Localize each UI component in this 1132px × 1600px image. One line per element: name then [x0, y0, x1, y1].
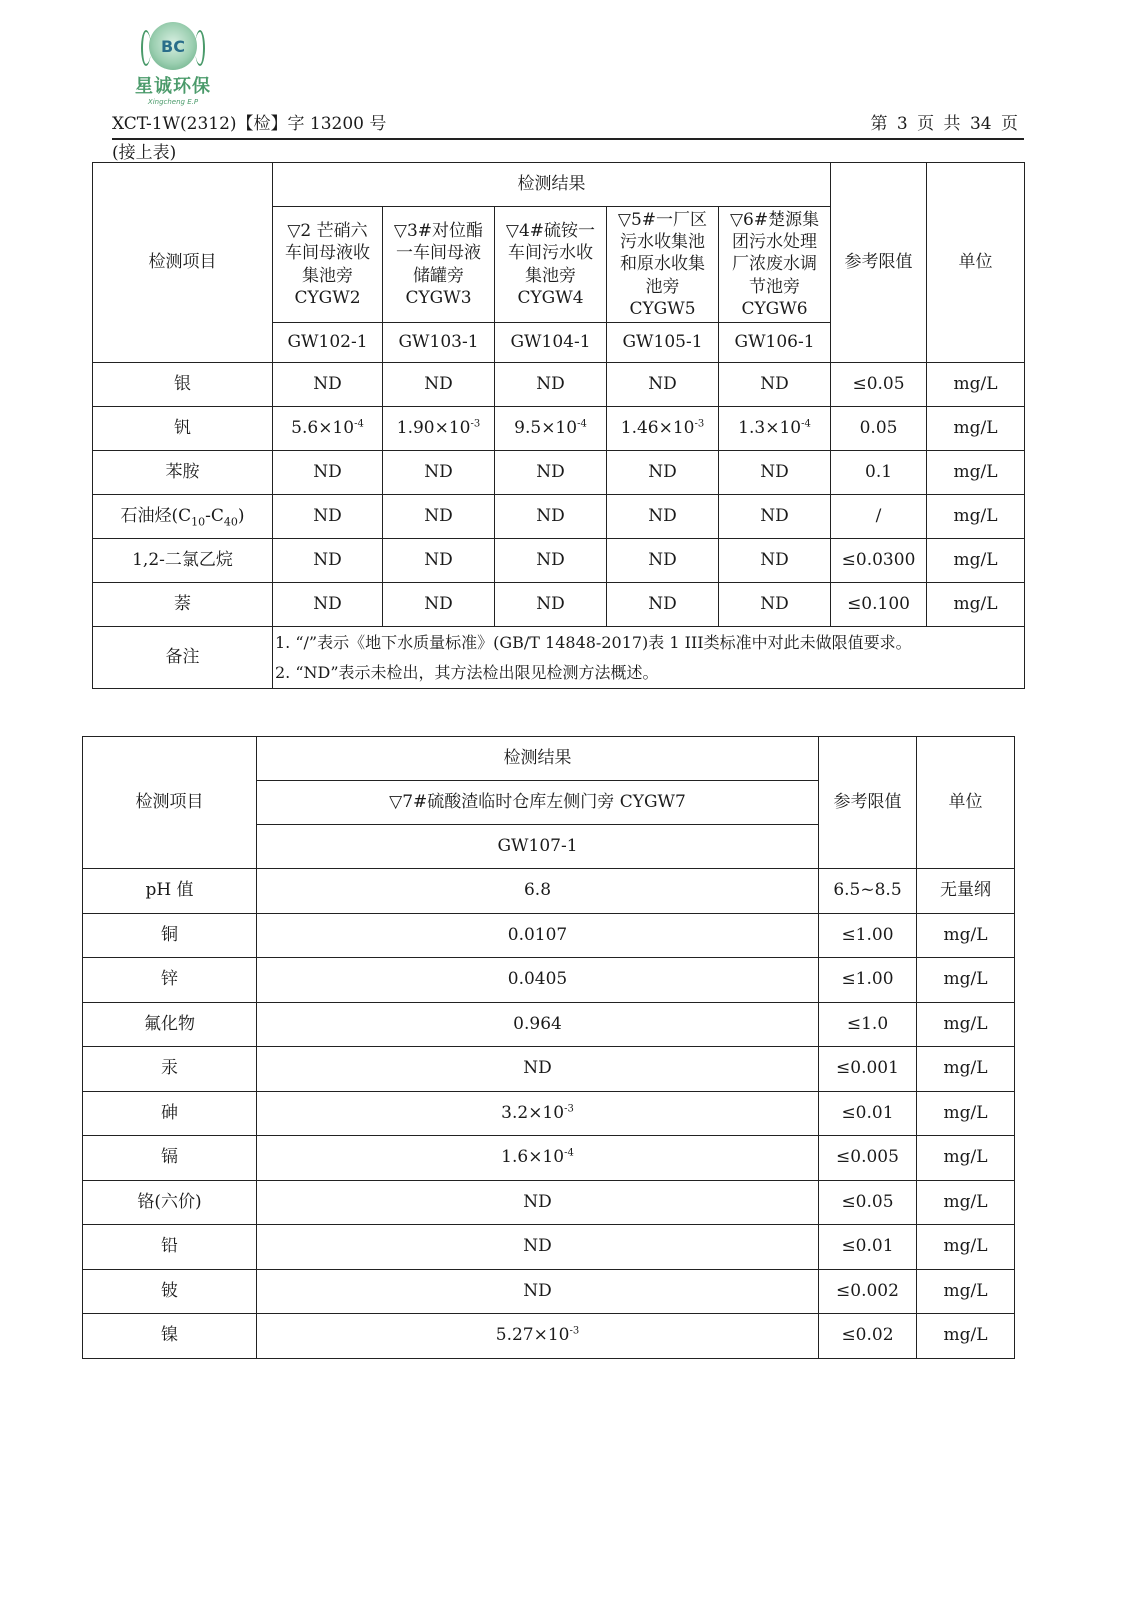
table-row — [93, 407, 1025, 451]
value-cell: ND — [273, 539, 383, 583]
unit-cell: mg/L — [917, 1225, 1015, 1270]
value-cell: ND — [273, 451, 383, 495]
table-row — [93, 583, 1025, 627]
table-row — [93, 495, 1025, 539]
value-cell: ND — [495, 363, 607, 407]
remark-text — [273, 627, 1025, 689]
item-cell: 砷 — [83, 1091, 257, 1136]
value-cell: ND — [383, 495, 495, 539]
value-cell: ND — [607, 363, 719, 407]
ref-cell: ≤0.02 — [819, 1314, 917, 1359]
unit-cell: mg/L — [917, 1047, 1015, 1092]
table-header-row — [83, 737, 1015, 781]
unit-cell: mg/L — [927, 407, 1025, 451]
sample-id: GW107-1 — [257, 825, 819, 869]
unit-cell: mg/L — [927, 451, 1025, 495]
result-header: 检测结果 — [257, 737, 819, 781]
company-logo — [118, 22, 228, 106]
value-cell: ND — [719, 451, 831, 495]
page-number: 第 3 页 共 34 页 — [870, 114, 1018, 134]
value-cell: ND — [607, 539, 719, 583]
ref-cell: ≤0.05 — [831, 363, 927, 407]
sample-id: GW103-1 — [383, 323, 495, 363]
table-row — [93, 451, 1025, 495]
item-cell: 镉 — [83, 1136, 257, 1181]
remark-line-2: 2. “ND”表示未检出，其方法检出限见检测方法概述。 — [275, 662, 659, 682]
value-cell: 0.0405 — [257, 958, 819, 1003]
value-cell: 6.8 — [257, 869, 819, 914]
table-row — [83, 913, 1015, 958]
sample-id: GW106-1 — [719, 323, 831, 363]
value-cell: $1.3\times 10^{-4}$ — [719, 407, 831, 451]
item-cell: 石油烃$(C_{10}-C_{40})$ — [93, 495, 273, 539]
value-cell: ND — [607, 583, 719, 627]
value-cell: $3.2\times 10^{-3}$ — [257, 1091, 819, 1136]
value-cell: ND — [273, 583, 383, 627]
table-header-row — [93, 163, 1025, 207]
table-row — [93, 539, 1025, 583]
item-cell: 铬(六价) — [83, 1180, 257, 1225]
report-number: XCT-1W(2312)【检】字 13200 号 — [112, 114, 387, 134]
remark-label: 备注 — [93, 627, 273, 689]
unit-cell: mg/L — [917, 1136, 1015, 1181]
value-cell: ND — [273, 363, 383, 407]
table-row — [83, 1225, 1015, 1270]
table-row — [83, 958, 1015, 1003]
result-header: 检测结果 — [273, 163, 831, 207]
value-cell: ND — [495, 583, 607, 627]
item-cell: 1,2-二氯乙烷 — [93, 539, 273, 583]
unit-cell: mg/L — [917, 1269, 1015, 1314]
unit-cell: mg/L — [927, 583, 1025, 627]
value-cell: ND — [273, 495, 383, 539]
item-cell: 铅 — [83, 1225, 257, 1270]
value-cell: $1.46\times 10^{-3}$ — [607, 407, 719, 451]
unit-cell: mg/L — [927, 539, 1025, 583]
ref-cell: / — [831, 495, 927, 539]
logo-mark-text: BC — [161, 36, 185, 56]
item-cell: 镍 — [83, 1314, 257, 1359]
ref-cell: ≤0.01 — [819, 1225, 917, 1270]
location-header: ▽3#对位酯 一车间母液 储罐旁 CYGW3 — [383, 207, 495, 323]
value-cell: ND — [607, 495, 719, 539]
value-cell: ND — [495, 539, 607, 583]
item-cell: 锌 — [83, 958, 257, 1003]
ref-cell: ≤0.05 — [819, 1180, 917, 1225]
ref-cell: ≤0.002 — [819, 1269, 917, 1314]
value-cell: $5.27\times 10^{-3}$ — [257, 1314, 819, 1359]
value-cell: 0.964 — [257, 1002, 819, 1047]
continued-note: (接上表) — [112, 143, 177, 163]
sample-id: GW105-1 — [607, 323, 719, 363]
ref-cell: 0.1 — [831, 451, 927, 495]
value-cell: ND — [257, 1047, 819, 1092]
value-cell: ND — [719, 363, 831, 407]
value-cell: ND — [257, 1269, 819, 1314]
logo-name: 星诚环保 — [135, 76, 211, 97]
ref-cell: ≤1.00 — [819, 913, 917, 958]
value-cell: ND — [719, 539, 831, 583]
value-cell: ND — [383, 451, 495, 495]
location-header: ▽2 芒硝六 车间母液收 集池旁 CYGW2 — [273, 207, 383, 323]
unit-cell: mg/L — [917, 913, 1015, 958]
ref-cell: ≤1.0 — [819, 1002, 917, 1047]
ref-cell: ≤0.0300 — [831, 539, 927, 583]
unit-cell: 无量纲 — [917, 869, 1015, 914]
value-cell: 0.0107 — [257, 913, 819, 958]
value-cell: $9.5\times 10^{-4}$ — [495, 407, 607, 451]
value-cell: ND — [495, 451, 607, 495]
logo-subtitle: Xingcheng E.P — [147, 98, 199, 106]
unit-cell: mg/L — [917, 958, 1015, 1003]
unit-cell: mg/L — [917, 1314, 1015, 1359]
sample-id: GW102-1 — [273, 323, 383, 363]
item-cell: 苯胺 — [93, 451, 273, 495]
item-cell: 银 — [93, 363, 273, 407]
sample-id: GW104-1 — [495, 323, 607, 363]
value-cell: $1.6\times 10^{-4}$ — [257, 1136, 819, 1181]
table-row — [83, 1269, 1015, 1314]
ref-cell: ≤0.001 — [819, 1047, 917, 1092]
remark-row — [93, 627, 1025, 689]
location-header: ▽7#硫酸渣临时仓库左侧门旁 CYGW7 — [257, 781, 819, 825]
item-cell: 氟化物 — [83, 1002, 257, 1047]
item-cell: 汞 — [83, 1047, 257, 1092]
ref-cell: 6.5~8.5 — [819, 869, 917, 914]
table-row — [83, 1091, 1015, 1136]
unit-header: 单位 — [927, 163, 1025, 363]
item-cell: 铍 — [83, 1269, 257, 1314]
location-header: ▽4#硫铵一 车间污水收 集池旁 CYGW4 — [495, 207, 607, 323]
ref-header: 参考限值 — [831, 163, 927, 363]
results-table-1 — [92, 162, 1025, 689]
unit-cell: mg/L — [917, 1002, 1015, 1047]
ref-cell: ≤1.00 — [819, 958, 917, 1003]
location-header: ▽6#楚源集 团污水处理 厂浓废水调 节池旁 CYGW6 — [719, 207, 831, 323]
item-header: 检测项目 — [93, 163, 273, 363]
value-cell: ND — [257, 1180, 819, 1225]
value-cell: ND — [495, 495, 607, 539]
table-row — [83, 1180, 1015, 1225]
ref-header: 参考限值 — [819, 737, 917, 869]
unit-cell: mg/L — [927, 363, 1025, 407]
value-cell: ND — [383, 583, 495, 627]
page-header — [112, 108, 1024, 140]
unit-cell: mg/L — [917, 1180, 1015, 1225]
ref-cell: 0.05 — [831, 407, 927, 451]
value-cell: ND — [383, 539, 495, 583]
item-header: 检测项目 — [83, 737, 257, 869]
value-cell: $1.90\times 10^{-3}$ — [383, 407, 495, 451]
ref-cell: ≤0.005 — [819, 1136, 917, 1181]
results-table-2 — [82, 736, 1015, 1359]
table-row — [83, 1002, 1015, 1047]
value-cell: ND — [257, 1225, 819, 1270]
table-row — [83, 1136, 1015, 1181]
unit-cell: mg/L — [917, 1091, 1015, 1136]
ref-cell: ≤0.01 — [819, 1091, 917, 1136]
item-cell: 铜 — [83, 913, 257, 958]
value-cell: ND — [719, 583, 831, 627]
item-cell: 钒 — [93, 407, 273, 451]
value-cell: ND — [719, 495, 831, 539]
value-cell: ND — [607, 451, 719, 495]
item-cell: 萘 — [93, 583, 273, 627]
ref-cell: ≤0.100 — [831, 583, 927, 627]
item-cell: pH 值 — [83, 869, 257, 914]
value-cell: $5.6\times 10^{-4}$ — [273, 407, 383, 451]
remark-line-1: 1. “/”表示《地下水质量标准》(GB/T 14848-2017)表 1 III类标准中对此未做限值要求。 — [275, 632, 912, 652]
value-cell: ND — [383, 363, 495, 407]
unit-cell: mg/L — [927, 495, 1025, 539]
table-row — [83, 1314, 1015, 1359]
table-row — [83, 869, 1015, 914]
table-row — [93, 363, 1025, 407]
logo-emblem-icon — [149, 22, 197, 70]
location-header: ▽5#一厂区 污水收集池 和原水收集 池旁 CYGW5 — [607, 207, 719, 323]
table-row — [83, 1047, 1015, 1092]
unit-header: 单位 — [917, 737, 1015, 869]
